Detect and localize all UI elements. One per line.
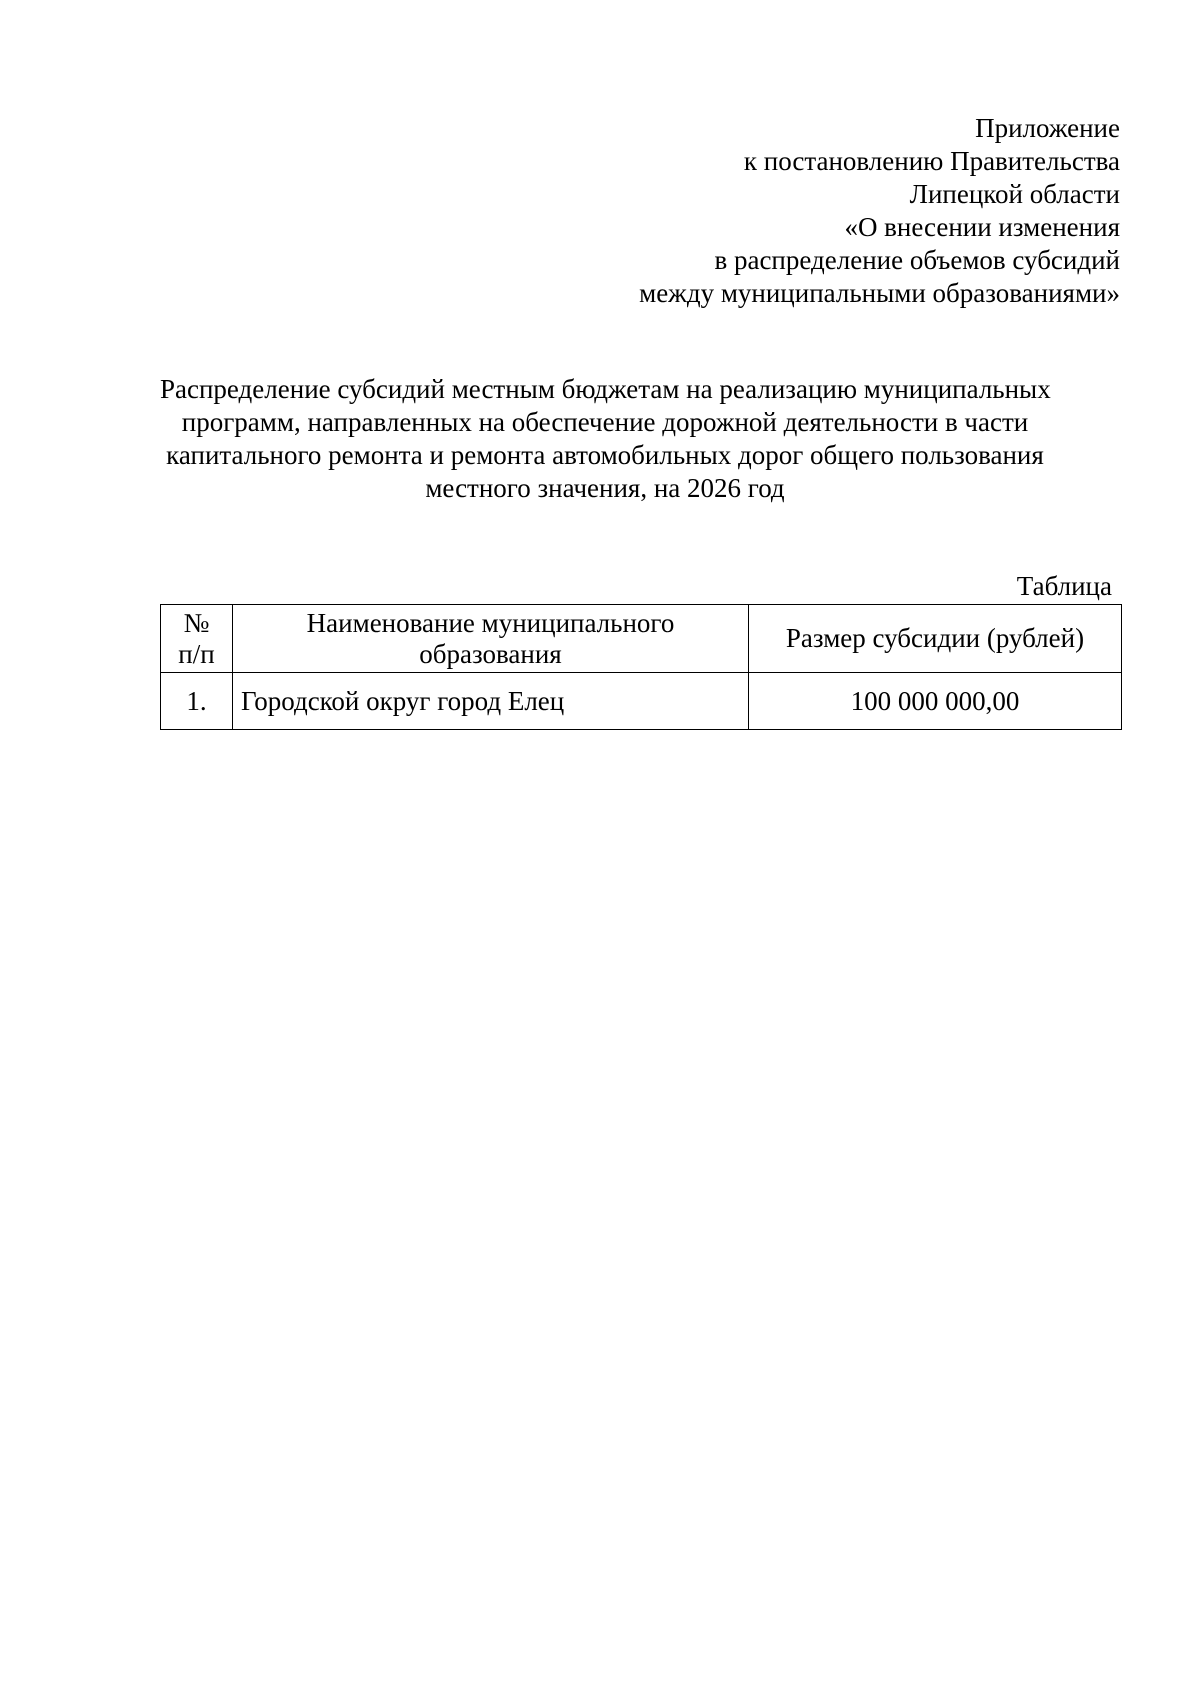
header-amount: Размер субсидии (рублей) [749, 605, 1122, 673]
appendix-line: между муниципальными образованиями» [639, 278, 1120, 308]
header-name-line1: Наименование муниципального [306, 607, 675, 638]
header-num-line2: п/п [178, 638, 215, 669]
table-row [161, 673, 1122, 730]
table-caption: Таблица [1016, 571, 1112, 601]
appendix-header [639, 112, 1120, 310]
row-name: Городской округ город Елец [233, 673, 749, 730]
header-num-line1: № [183, 607, 210, 638]
title-line: капитального ремонта и ремонта автомобильных дорог общего пользования [166, 440, 1044, 470]
appendix-line: в распределение объемов субсидий [714, 245, 1120, 275]
header-name-line2: образования [419, 638, 562, 669]
appendix-line: к постановлению Правительства [743, 146, 1120, 176]
appendix-line: Липецкой области [909, 179, 1120, 209]
appendix-line: Приложение [975, 113, 1120, 143]
title-line: программ, направленных на обеспечение дорожной деятельности в части [181, 407, 1029, 437]
document-title [160, 373, 1050, 505]
row-amount: 100 000 000,00 [749, 673, 1122, 730]
appendix-line: «О внесении изменения [844, 212, 1120, 242]
row-num: 1. [161, 673, 233, 730]
header-num [161, 605, 233, 673]
title-line: Распределение субсидий местным бюджетам на реализацию муниципальных [160, 374, 1051, 404]
header-name [233, 605, 749, 673]
subsidy-table [160, 604, 1122, 730]
title-line: местного значения, на 2026 год [425, 473, 785, 503]
table-header-row [161, 605, 1122, 673]
